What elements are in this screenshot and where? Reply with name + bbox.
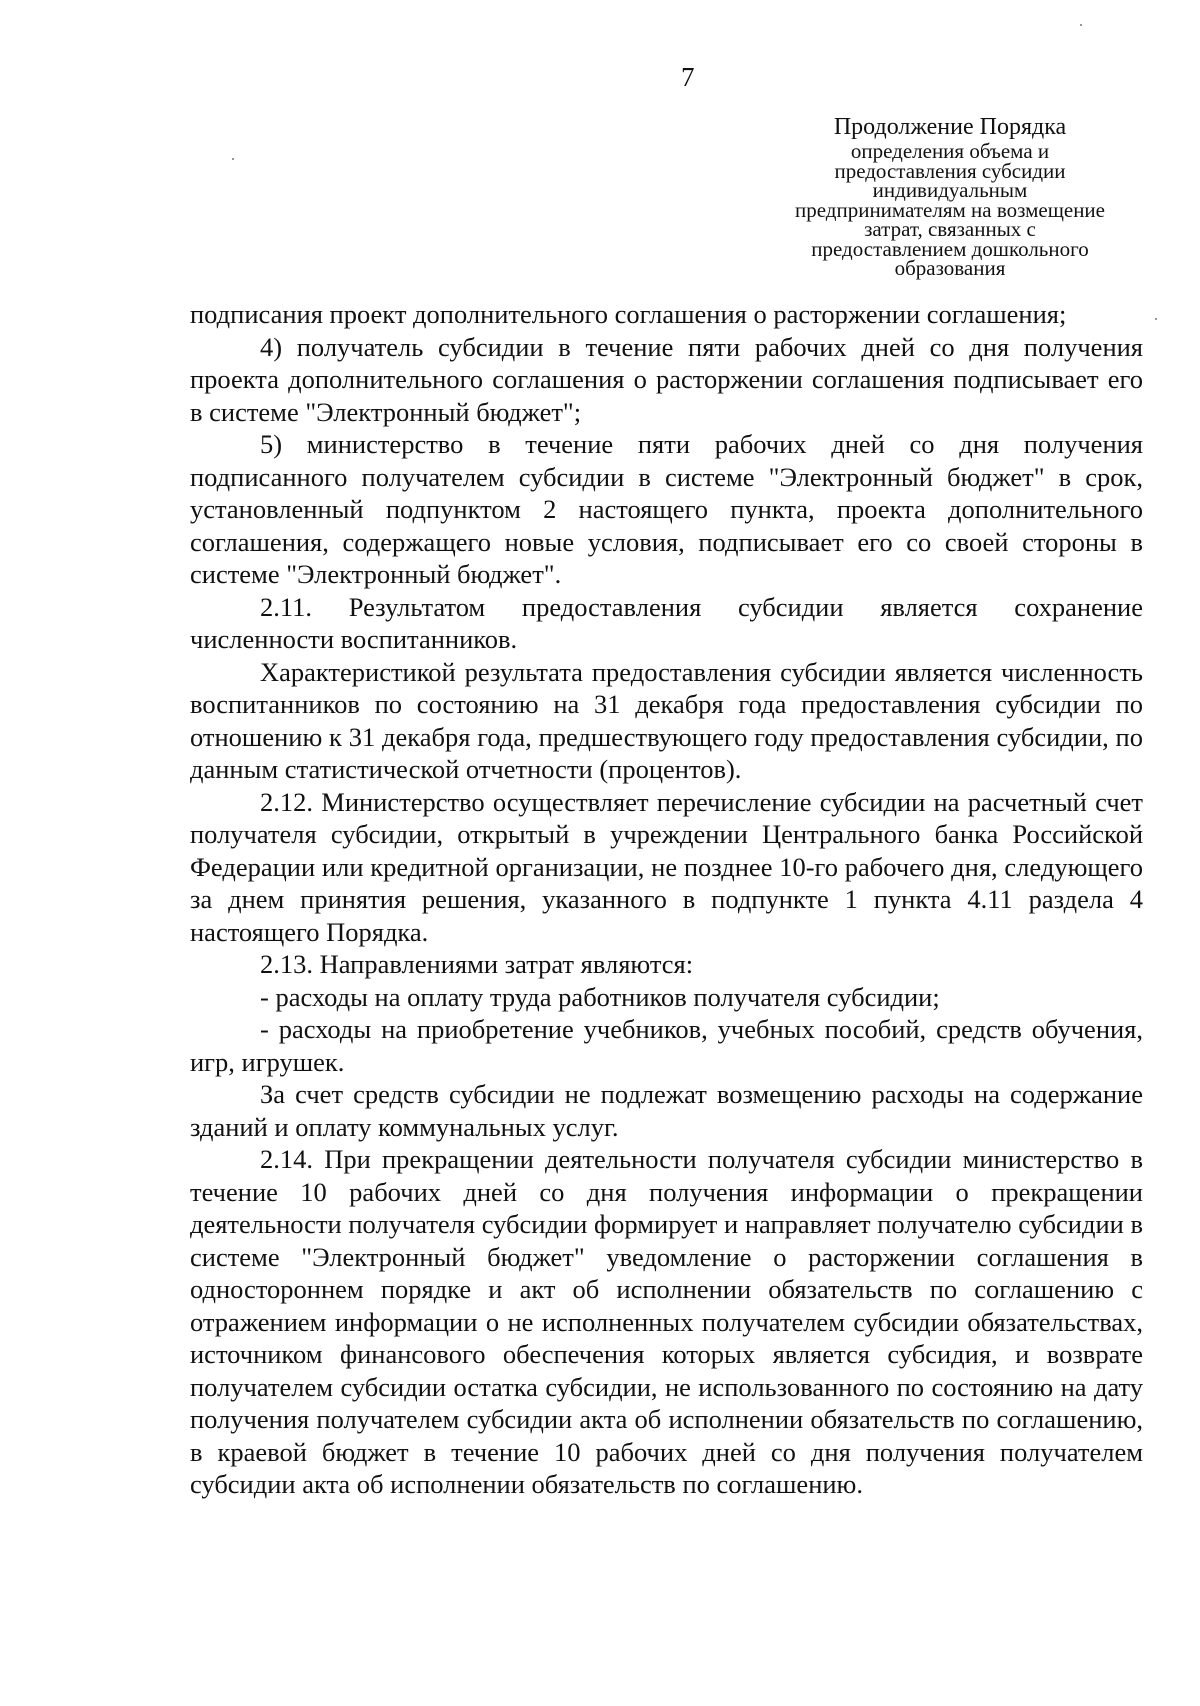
scan-speck (1080, 24, 1082, 26)
body-paragraph: 2.13. Направлениями затрат являются: (260, 949, 694, 979)
body-paragraph: 2.12. Министерство осуществляет перечисление субсидии на расчетный счет получателя субсидии, открытый в учреждении Центрального банка Российской Федерации или кредитной организации, не позднее 10-го рабочего дня, следующего за днем принятия решения, указанного в подпункте 1 пункта 4.11 раздела 4 настоящего Порядка. (190, 786, 1143, 947)
body-paragraph: 5) министерство в течение пяти рабочих дней со дня получения подписанного получателем субсидии в системе "Электронный бюджет" в срок, установленный подпунктом 2 настоящего пункта, проекта дополнительного соглашения, содержащего новые условия, подписывает его со своей стороны в системе "Электронный бюджет". (190, 429, 1143, 589)
document-body (190, 298, 1143, 1501)
header-line: затрат, связанных с (864, 217, 1036, 241)
body-paragraph: 2.14. При прекращении деятельности получателя субсидии министерство в течение 10 рабочих дней со дня получения информации о прекращении деятельности получателя субсидии формирует и направляет получателю субсидии в системе "Электронный бюджет" уведомление о расторжении соглашения в одностороннем порядке и акт об исполнении обязательств по соглашению с отражением информации о не исполненных получателем субсидии обязательствах, источником финансового обеспечения которых является субсидия, и возврате получателем субсидии остатка субсидии, не использованного по состоянию на дату получения получателем субсидии акта об исполнении обязательств по соглашению, в краевой бюджет в течение 10 рабочих дней со дня получения получателем субсидии акта об исполнении обязательств по соглашению. (190, 1144, 1143, 1499)
body-paragraph: 4) получатель субсидии в течение пяти рабочих дней со дня получения проекта дополнительного соглашения о расторжении соглашения подписывает его в системе "Электронный бюджет"; (190, 331, 1143, 427)
header-line: индивидуальным (872, 178, 1028, 202)
header-line: образования (894, 256, 1006, 280)
body-paragraph: За счет средств субсидии не подлежат возмещению расходы на содержание зданий и оплату коммунальных услуг. (190, 1079, 1143, 1142)
scan-speck (1155, 318, 1157, 320)
scan-speck (232, 158, 234, 160)
page-number: 7 (681, 62, 695, 92)
header-line: предоставлением дошкольного (811, 236, 1089, 261)
body-paragraph: - расходы на оплату труда работников получателя субсидии; (260, 981, 940, 1012)
header-line: определения объема и (850, 139, 1050, 163)
header-line: Продолжение Порядка (833, 114, 1067, 140)
body-paragraph: - расходы на приобретение учебников, учебных пособий, средств обучения, игр, игрушек. (190, 1014, 1143, 1077)
document-header (760, 112, 1140, 279)
body-paragraph: Характеристикой результата предоставления субсидии является численность воспитанников по состоянию на 31 декабря года предоставления субсидии по отношению к 31 декабря года, предшествующего году предоставления субсидии, по данным статистической отчетности (процентов). (190, 656, 1143, 784)
header-line: предпринимателям на возмещение (795, 197, 1105, 222)
body-paragraph: 2.11. Результатом предоставления субсидии является сохранение численности воспитанников. (190, 591, 1143, 654)
body-paragraph: подписания проект дополнительного соглашения о расторжении соглашения; (190, 299, 1067, 329)
header-line: предоставления субсидии (834, 158, 1066, 183)
